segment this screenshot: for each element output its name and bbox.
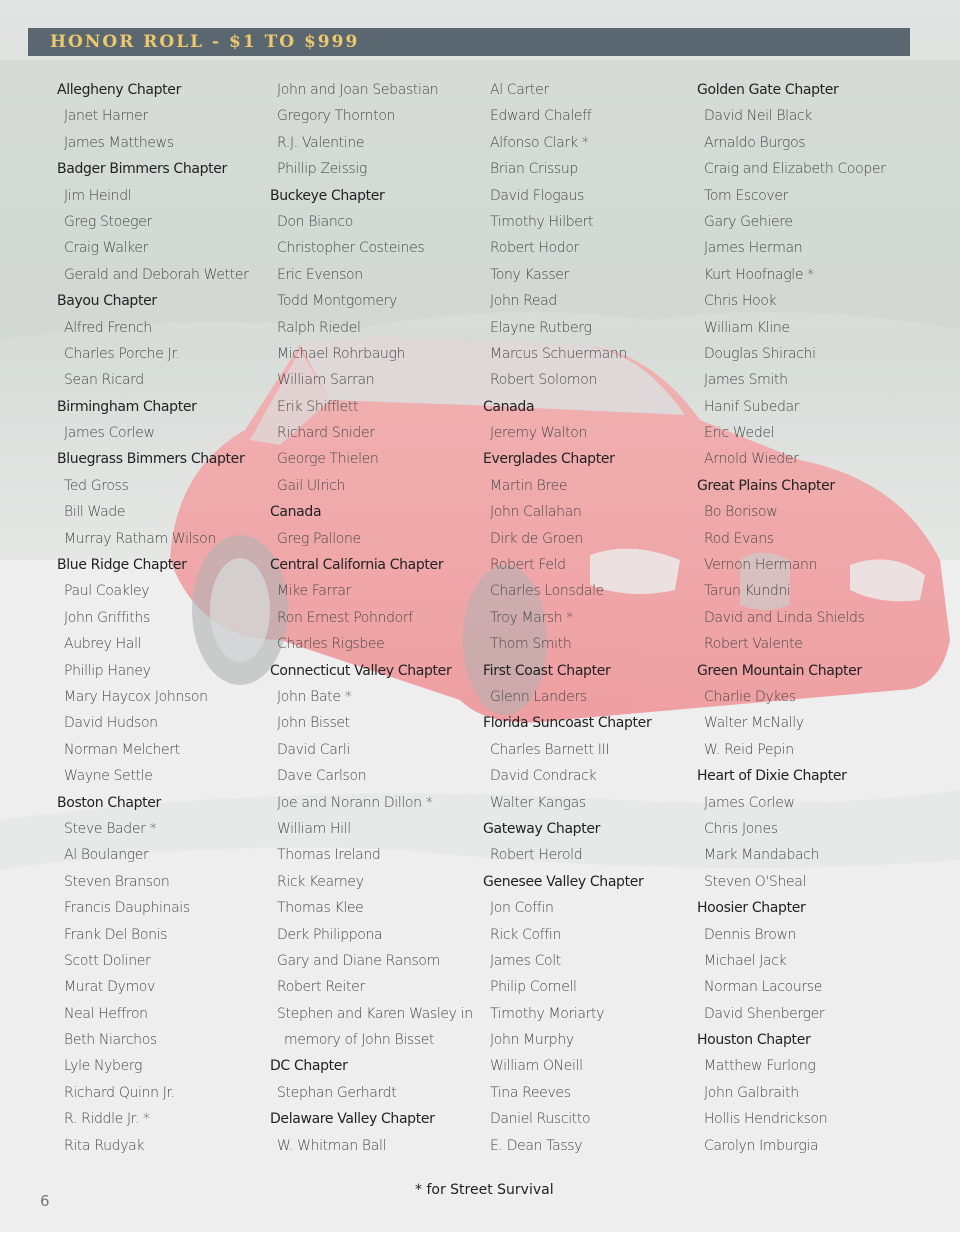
donor-name: James Colt <box>490 952 561 969</box>
donor-name: Troy Marsh * <box>490 609 574 626</box>
donor-name: Eric Wedel <box>704 425 775 442</box>
donor-name: Al Carter <box>490 82 549 98</box>
donor-name: Dave Carlson <box>277 768 367 785</box>
street-survival-footnote: * for Street Survival <box>415 1182 554 1198</box>
banner-title: HONOR ROLL - $1 TO $999 <box>50 32 360 52</box>
donor-name: William Sarran <box>277 372 375 389</box>
chapter-heading: Everglades Chapter <box>483 451 615 468</box>
donor-name: Tony Kasser <box>490 266 569 283</box>
donor-name: Arnaldo Burgos <box>704 134 806 151</box>
donor-name: Richard Quinn Jr. <box>64 1084 175 1101</box>
donor-name: Gregory Thornton <box>277 108 396 125</box>
chapter-heading: Delaware Valley Chapter <box>270 1111 435 1128</box>
donor-column-3 <box>483 77 651 1159</box>
donor-name: Al Boulanger <box>64 847 149 864</box>
donor-name: Carolyn Imburgia <box>704 1137 819 1154</box>
donor-name: Mary Haycox Johnson <box>64 688 208 705</box>
chapter-heading: Birmingham Chapter <box>57 398 197 415</box>
donor-name: Ted Gross <box>64 477 129 494</box>
donor-name: Tarun Kundni <box>704 583 791 600</box>
donor-name: Eric Evenson <box>277 266 363 283</box>
donor-name: Phillip Haney <box>64 662 151 679</box>
donor-name: Janet Harner <box>64 108 148 125</box>
donor-name: R. Riddle Jr. * <box>64 1111 150 1128</box>
donor-name: Wayne Settle <box>64 768 153 785</box>
donor-name: Walter Kangas <box>490 794 586 811</box>
donor-name: Brian Crissup <box>490 161 578 178</box>
donor-name: W. Reid Pepin <box>704 741 794 758</box>
chapter-heading: Badger Bimmers Chapter <box>57 161 227 178</box>
donor-name: Greg Pallone <box>277 530 361 547</box>
donor-name: Derk Philippona <box>277 926 383 943</box>
donor-name: Greg Stoeger <box>64 213 152 230</box>
donor-name: William Hill <box>277 820 351 837</box>
donor-name: Francis Dauphinais <box>64 900 190 917</box>
chapter-heading: Great Plains Chapter <box>697 477 835 494</box>
donor-name: Bill Wade <box>64 504 126 521</box>
donor-name: Ralph Riedel <box>277 319 361 336</box>
donor-name: Todd Montgomery <box>277 293 397 310</box>
donor-name: Craig and Elizabeth Cooper <box>704 161 886 178</box>
donor-name: Robert Valente <box>704 636 803 653</box>
donor-name: Bo Borisow <box>704 504 778 521</box>
donor-name: Charles Rigsbee <box>277 636 385 653</box>
donor-name: David Condrack <box>490 768 597 785</box>
donor-name: David Flogaus <box>490 187 584 204</box>
donor-name: Rick Coffin <box>490 926 561 943</box>
donor-name: Richard Snider <box>277 425 375 442</box>
donor-name: William ONeill <box>490 1058 583 1075</box>
donor-name: Steven Branson <box>64 873 170 890</box>
donor-name: Murray Ratham Wilson <box>64 530 216 547</box>
donor-name: Martin Bree <box>490 477 568 494</box>
donor-name: Beth Niarchos <box>64 1032 157 1049</box>
donor-name: Charles Porche Jr. <box>64 345 180 362</box>
donor-name: Gary Gehiere <box>704 213 793 230</box>
chapter-heading: First Coast Chapter <box>483 662 611 679</box>
donor-name: Thomas Klee <box>277 900 364 917</box>
donor-name: Dennis Brown <box>704 926 797 943</box>
chapter-heading: Heart of Dixie Chapter <box>697 768 847 785</box>
donor-name: Gary and Diane Ransom <box>277 952 440 969</box>
donor-name: Walter McNally <box>704 715 804 732</box>
donor-name: Chris Jones <box>704 820 778 837</box>
chapter-heading: Gateway Chapter <box>483 820 601 837</box>
donor-name: Hanif Subedar <box>704 398 800 415</box>
donor-name: Joe and Norann Dillon * <box>277 794 433 811</box>
donor-name: Hollis Hendrickson <box>704 1111 828 1128</box>
donor-name: Jim Heindl <box>64 187 132 204</box>
donor-name: E. Dean Tassy <box>490 1137 583 1154</box>
honor-roll-banner <box>28 28 910 56</box>
donor-name: Frank Del Bonis <box>64 926 168 943</box>
chapter-heading: Bluegrass Bimmers Chapter <box>57 451 245 468</box>
donor-name: Lyle Nyberg <box>64 1058 143 1075</box>
donor-name: Robert Herold <box>490 847 583 864</box>
donor-name: William Kline <box>704 319 790 336</box>
donor-name: David Neil Black <box>704 108 813 125</box>
donor-name: David Shenberger <box>704 1005 825 1022</box>
chapter-heading: DC Chapter <box>270 1058 348 1075</box>
donor-name: Steven O'Sheal <box>704 873 807 890</box>
chapter-heading: Blue Ridge Chapter <box>57 557 187 574</box>
donor-name: Dirk de Groen <box>490 530 583 547</box>
donor-name: Paul Coakley <box>64 583 150 600</box>
donor-name: Ron Ernest Pohndorf <box>277 609 413 626</box>
page-number: 6 <box>40 1192 50 1210</box>
donor-name: Robert Hodor <box>490 240 579 257</box>
donor-name: Chris Hook <box>704 293 777 310</box>
donor-name: Marcus Schuermann <box>490 345 627 362</box>
donor-name: Gerald and Deborah Wetter <box>64 266 249 283</box>
donor-name: John Callahan <box>490 504 582 521</box>
donor-name: Aubrey Hall <box>64 636 142 653</box>
chapter-heading: Connecticut Valley Chapter <box>270 662 452 679</box>
donor-name: Edward Chaleff <box>490 108 592 125</box>
donor-name: Alfonso Clark * <box>490 134 589 151</box>
donor-name: John Bate * <box>277 688 352 705</box>
chapter-heading: Buckeye Chapter <box>270 187 385 204</box>
donor-name: John Griffiths <box>64 609 150 626</box>
chapter-heading: Genesee Valley Chapter <box>483 873 644 890</box>
donor-name: James Smith <box>704 372 788 389</box>
donor-name: Charlie Dykes <box>704 688 796 705</box>
donor-name: Kurt Hoofnagle * <box>704 266 814 283</box>
donor-name: Christopher Costeines <box>277 240 425 257</box>
donor-name: Charles Barnett III <box>490 741 610 758</box>
donor-name: John Read <box>490 293 557 310</box>
chapter-heading: Florida Suncoast Chapter <box>483 715 652 732</box>
donor-name: David and Linda Shields <box>704 609 865 626</box>
donor-name: Gail Ulrich <box>277 477 346 494</box>
donor-name: Douglas Shirachi <box>704 345 816 362</box>
donor-name: Michael Jack <box>704 952 787 969</box>
page-bottom-edge <box>0 1232 960 1243</box>
donor-name: John Galbraith <box>704 1084 799 1101</box>
donor-name: David Hudson <box>64 715 158 732</box>
donor-name: Erik Shifflett <box>277 398 359 415</box>
donor-name: Stephen and Karen Wasley in <box>277 1005 473 1022</box>
donor-name: Tom Escover <box>704 187 789 204</box>
donor-name: Philip Cornell <box>490 979 577 996</box>
donor-name: Rita Rudyak <box>64 1137 145 1154</box>
donor-name: Glenn Landers <box>490 688 587 705</box>
donor-name: Thomas Ireland <box>277 847 381 864</box>
donor-name: R.J. Valentine <box>277 134 365 151</box>
donor-name: Neal Heffron <box>64 1005 148 1022</box>
donor-name: Rod Evans <box>704 530 774 547</box>
donor-name: Robert Solomon <box>490 372 597 389</box>
donor-name: Mike Farrar <box>277 583 351 600</box>
donor-name: Robert Feld <box>490 557 566 574</box>
donor-name: Craig Walker <box>64 240 149 257</box>
chapter-heading: Green Mountain Chapter <box>697 662 862 679</box>
donor-name: Phillip Zeissig <box>277 161 367 178</box>
donor-name: Vernon Hermann <box>704 557 818 574</box>
donor-column-1 <box>57 77 249 1159</box>
donor-name: Daniel Ruscitto <box>490 1111 591 1128</box>
donor-name: Scott Doliner <box>64 952 151 969</box>
donor-name: Thom Smith <box>490 636 572 653</box>
donor-name: Michael Rohrbaugh <box>277 345 406 362</box>
donor-name: Jeremy Walton <box>490 425 587 442</box>
donor-name: James Herman <box>704 240 803 257</box>
donor-name: Charles Lonsdale <box>490 583 604 600</box>
donor-name: Robert Reiter <box>277 979 365 996</box>
donor-name: Elayne Rutberg <box>490 319 592 336</box>
donor-name: Norman Melchert <box>64 741 180 758</box>
donor-name: John Murphy <box>490 1032 574 1049</box>
chapter-heading: Canada <box>483 398 535 415</box>
donor-name: Timothy Hilbert <box>490 213 594 230</box>
donor-name: Tina Reeves <box>490 1084 571 1101</box>
donor-name: John Bisset <box>277 715 350 732</box>
donor-name: Matthew Furlong <box>704 1058 816 1075</box>
donor-name: W. Whitman Ball <box>277 1137 387 1154</box>
donor-name: George Thielen <box>277 451 379 468</box>
donor-name: Murat Dymov <box>64 979 155 996</box>
chapter-heading: Hoosier Chapter <box>697 900 806 917</box>
donor-name: John and Joan Sebastian <box>277 82 439 98</box>
donor-name: James Corlew <box>704 794 795 811</box>
donor-name: Arnold Wieder <box>704 451 799 468</box>
donor-name: Jon Coffin <box>490 900 554 917</box>
donor-name: Steve Bader * <box>64 820 157 837</box>
donor-name: Sean Ricard <box>64 372 144 389</box>
donor-name: Timothy Moriarty <box>490 1005 605 1022</box>
donor-name: Mark Mandabach <box>704 847 820 864</box>
donor-name: Stephan Gerhardt <box>277 1084 397 1101</box>
chapter-heading: Boston Chapter <box>57 794 161 811</box>
chapter-heading: Canada <box>270 504 322 521</box>
donor-name: memory of John Bisset <box>284 1032 435 1049</box>
chapter-heading: Bayou Chapter <box>57 293 157 310</box>
donor-name: Don Bianco <box>277 213 353 230</box>
donor-name: David Carli <box>277 741 350 758</box>
chapter-heading: Golden Gate Chapter <box>697 82 839 98</box>
donor-name: James Matthews <box>64 134 174 151</box>
donor-name: James Corlew <box>64 425 155 442</box>
chapter-heading: Houston Chapter <box>697 1032 811 1049</box>
donor-name: Norman Lacourse <box>704 979 823 996</box>
donor-column-4 <box>697 77 886 1159</box>
chapter-heading: Allegheny Chapter <box>57 82 181 98</box>
chapter-heading: Central California Chapter <box>270 557 444 574</box>
donor-name: Alfred French <box>64 319 152 336</box>
donor-column-2 <box>270 77 473 1159</box>
donor-name: Rick Kearney <box>277 873 364 890</box>
